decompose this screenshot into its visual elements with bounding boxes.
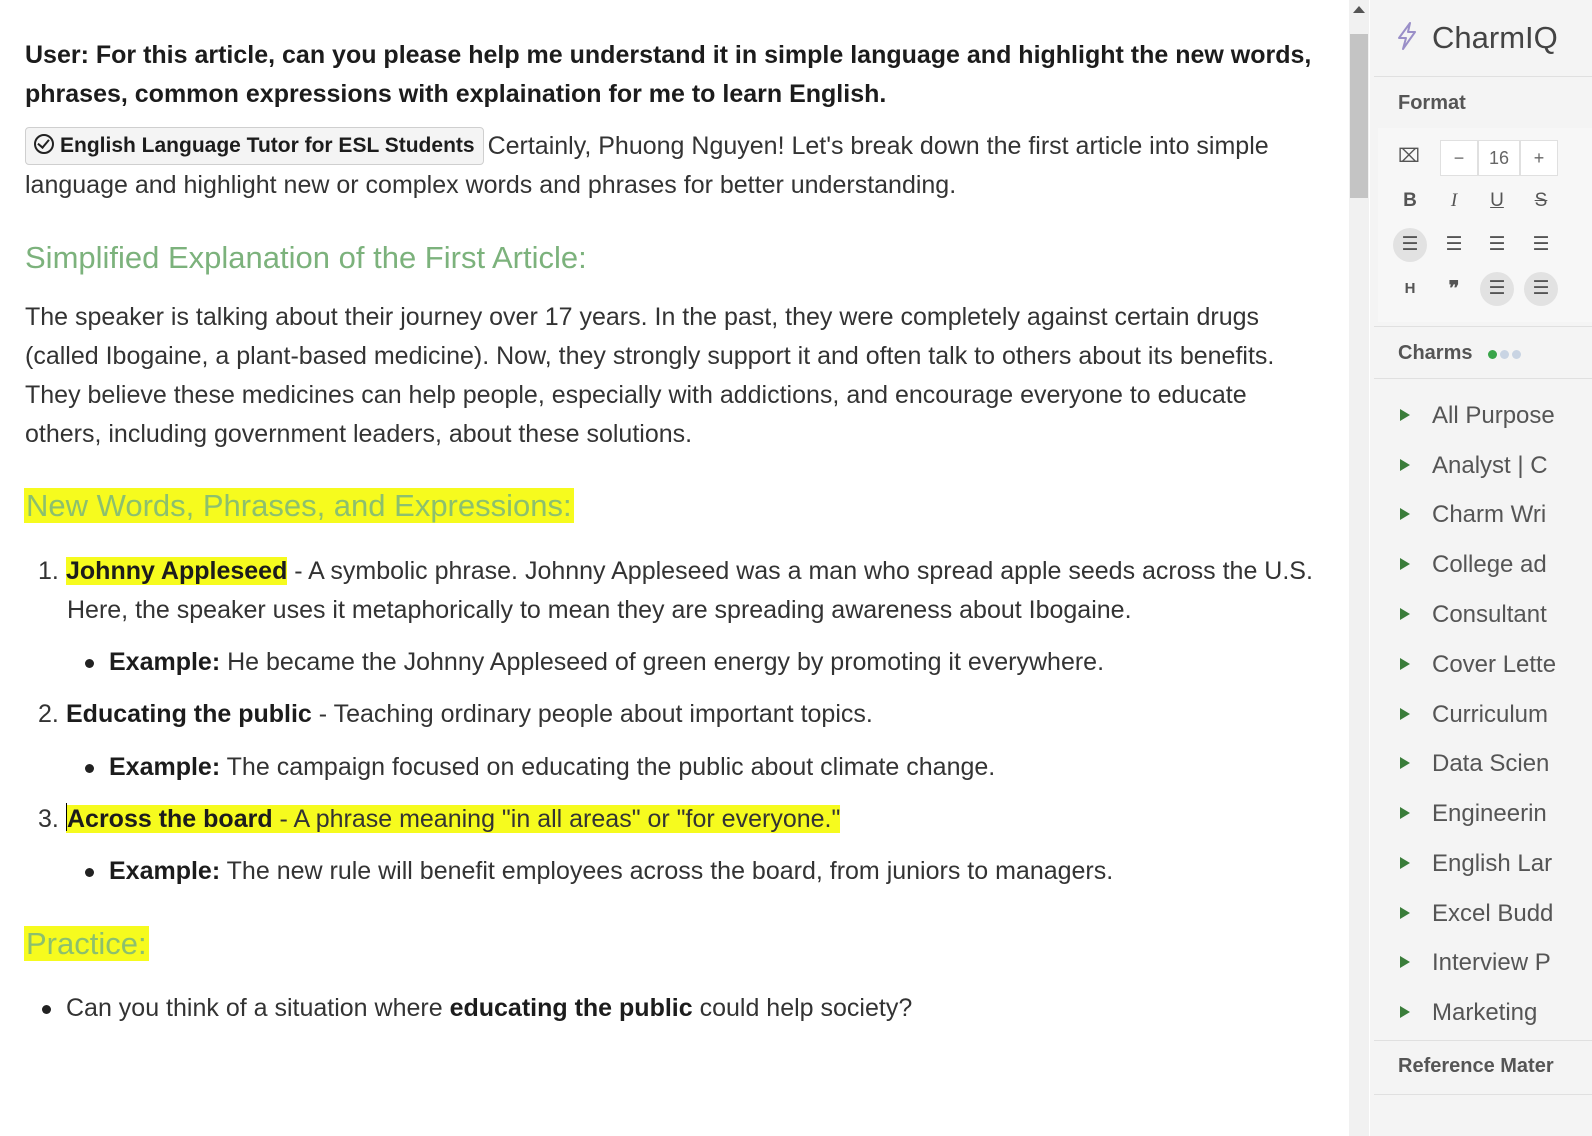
charm-item[interactable] xyxy=(1400,849,1552,879)
heading-new-words-text: New Words, Phrases, and Expressions: xyxy=(26,488,572,523)
item-number: 1. xyxy=(38,557,59,585)
charm-item[interactable] xyxy=(1400,550,1547,580)
charm-label: Interview P xyxy=(1432,949,1551,976)
item-term: Johnny Appleseed xyxy=(66,557,288,585)
expand-triangle-icon xyxy=(1400,508,1410,520)
scrollbar-thumb[interactable] xyxy=(1350,34,1368,198)
item-definition: - A phrase meaning "in all areas" or "for everyone." xyxy=(272,805,841,833)
heading-practice-text: Practice: xyxy=(26,926,147,961)
item-highlight xyxy=(66,805,840,833)
font-size-decrease-button[interactable]: − xyxy=(1440,140,1478,176)
charm-label: Data Scien xyxy=(1432,750,1550,777)
item-number: 3. xyxy=(38,805,59,833)
divider xyxy=(1374,76,1592,77)
charm-item[interactable] xyxy=(1400,749,1549,779)
scroll-up-arrow-icon[interactable] xyxy=(1353,6,1365,13)
charm-label: Cover Lette xyxy=(1432,651,1557,678)
charms-label: Charms xyxy=(1398,342,1473,364)
main-scrollbar[interactable] xyxy=(1349,0,1369,1136)
example-bullet xyxy=(85,748,995,787)
charm-label: Excel Budd xyxy=(1432,900,1554,927)
numbered-list-icon[interactable]: ☰ xyxy=(1524,272,1558,306)
list-item xyxy=(38,552,1338,630)
item-definition: - Teaching ordinary people about important topics. xyxy=(311,700,873,728)
item-number: 2. xyxy=(38,700,59,728)
item-definition: - A symbolic phrase. Johnny Appleseed was a man who spread apple seeds across the U.S. xyxy=(287,557,1313,585)
charm-label: Analyst | C xyxy=(1432,452,1548,479)
charm-label: Marketing xyxy=(1432,999,1538,1026)
expand-triangle-icon xyxy=(1400,459,1410,471)
charm-item[interactable] xyxy=(1400,401,1555,431)
charm-label: Engineerin xyxy=(1432,800,1547,827)
charm-label: Consultant xyxy=(1432,601,1547,628)
charm-item[interactable] xyxy=(1400,600,1547,630)
clear-format-icon[interactable]: ⌧ xyxy=(1398,146,1420,167)
practice-text: Can you think of a situation where xyxy=(66,994,450,1022)
align-center-icon[interactable]: ☰ xyxy=(1445,234,1463,255)
example-label: Example: xyxy=(109,857,221,885)
example-text: The new rule will benefit employees across the board, from juniors to managers. xyxy=(220,857,1114,885)
user-prompt: User: For this article, can you please help me understand it in simple language and highlight the new words, phrases, common expressions with explaination for me to learn English. xyxy=(25,41,1312,108)
charm-label: English Lar xyxy=(1432,850,1553,877)
expand-triangle-icon xyxy=(1400,558,1410,570)
tutor-badge[interactable] xyxy=(25,127,484,165)
charm-item[interactable] xyxy=(1400,799,1547,829)
heading-new-words xyxy=(24,484,574,528)
expand-triangle-icon xyxy=(1400,708,1410,720)
example-label: Example: xyxy=(109,753,221,781)
charm-label: College ad xyxy=(1432,551,1547,578)
justify-icon[interactable]: ☰ xyxy=(1532,234,1550,255)
strikethrough-icon[interactable]: S xyxy=(1534,190,1548,211)
item-term: Educating the public xyxy=(66,700,312,728)
list-item xyxy=(38,800,1338,839)
practice-text-end: could help society? xyxy=(692,994,913,1022)
italic-icon[interactable]: I xyxy=(1450,190,1458,211)
charm-label: Charm Wri xyxy=(1432,501,1547,528)
expand-triangle-icon xyxy=(1400,608,1410,620)
expand-triangle-icon xyxy=(1400,1006,1410,1018)
quote-icon[interactable]: ❞ xyxy=(1448,278,1460,300)
example-bullet xyxy=(85,852,1113,891)
list-item xyxy=(38,695,1338,734)
charm-item[interactable] xyxy=(1400,451,1548,481)
format-label: Format xyxy=(1398,92,1466,114)
divider xyxy=(1374,1040,1592,1041)
charm-label: All Purpose xyxy=(1432,402,1555,429)
underline-icon[interactable]: U xyxy=(1490,190,1504,211)
practice-bold: educating the public xyxy=(449,994,693,1022)
expand-triangle-icon xyxy=(1400,757,1410,769)
example-bullet xyxy=(85,643,1104,682)
divider xyxy=(1374,326,1592,327)
charm-item[interactable] xyxy=(1400,700,1548,730)
practice-bullet xyxy=(42,989,912,1028)
bullet-list-icon[interactable]: ☰ xyxy=(1480,272,1514,306)
align-right-icon[interactable]: ☰ xyxy=(1488,234,1506,255)
expand-triangle-icon xyxy=(1400,409,1410,421)
heading-simplified: Simplified Explanation of the First Article: xyxy=(25,240,587,275)
charmiq-sidebar xyxy=(1370,0,1592,1136)
bold-icon[interactable]: B xyxy=(1403,190,1417,211)
reply-intro: Certainly, Phuong Nguyen! Let's break down the first article into simple language and highlight new or complex words and phrases for better understanding. xyxy=(25,132,1269,199)
item-term: Across the board xyxy=(67,805,273,833)
expand-triangle-icon xyxy=(1400,956,1410,968)
align-left-icon[interactable]: ☰ xyxy=(1393,228,1427,262)
heading-icon[interactable]: H xyxy=(1404,280,1416,297)
charm-item[interactable] xyxy=(1400,500,1546,530)
reference-materials-label: Reference Mater xyxy=(1398,1055,1554,1077)
item-definition-cont: Here, the speaker uses it metaphorically to mean they are spreading awareness about Ibogaine. xyxy=(67,596,1132,624)
charm-item[interactable] xyxy=(1400,998,1537,1028)
sidebar-title xyxy=(1396,18,1558,58)
tutor-badge-label: English Language Tutor for ESL Students xyxy=(60,134,475,157)
assistant-reply xyxy=(25,127,1325,205)
font-size-increase-button[interactable]: + xyxy=(1520,140,1558,176)
expand-triangle-icon xyxy=(1400,658,1410,670)
example-text: He became the Johnny Appleseed of green energy by promoting it everywhere. xyxy=(220,648,1105,676)
heading-practice xyxy=(24,922,149,966)
charm-label: Curriculum xyxy=(1432,701,1549,728)
sidebar-title-text: CharmIQ xyxy=(1432,20,1558,55)
charm-item[interactable] xyxy=(1400,948,1551,978)
divider xyxy=(1374,378,1592,379)
example-text: The campaign focused on educating the public about climate change. xyxy=(220,753,996,781)
expand-triangle-icon xyxy=(1400,807,1410,819)
charms-status-dots xyxy=(1488,346,1524,364)
expand-triangle-icon xyxy=(1400,907,1410,919)
charm-item[interactable] xyxy=(1400,650,1556,680)
lightning-icon xyxy=(1396,22,1418,50)
simplified-paragraph: The speaker is talking about their journey over 17 years. In the past, they were completely against certain drugs (called Ibogaine, a plant-based medicine). Now, they strongly support it and often talk to others about its benefits. They believe these medicines can help people, especially with addictions, and encourage everyone to educate others, including government leaders, about these solutions. xyxy=(25,303,1275,448)
example-label: Example: xyxy=(109,648,221,676)
expand-triangle-icon xyxy=(1400,857,1410,869)
divider xyxy=(1374,1094,1592,1095)
check-circle-icon xyxy=(34,134,54,154)
charm-item[interactable] xyxy=(1400,899,1553,929)
font-size-value[interactable]: 16 xyxy=(1478,140,1520,176)
